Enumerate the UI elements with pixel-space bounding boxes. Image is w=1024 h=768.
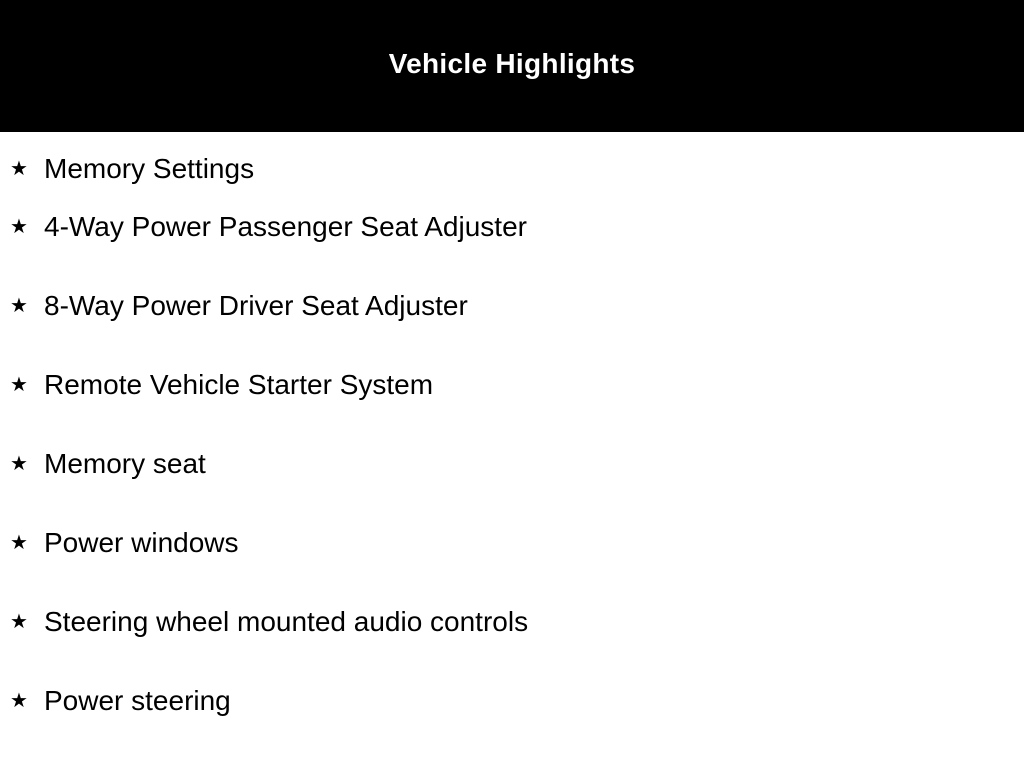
list-item-label: 8-Way Power Driver Seat Adjuster: [44, 290, 468, 321]
highlights-list: [0, 132, 1024, 764]
star-icon: ★: [10, 158, 28, 180]
page-header: [0, 0, 1024, 132]
list-item-label: 4-Way Power Passenger Seat Adjuster: [44, 211, 527, 242]
list-item: [0, 132, 1024, 211]
list-item-label: Steering wheel mounted audio controls: [44, 606, 529, 637]
star-icon: ★: [10, 453, 28, 475]
list-item: [0, 448, 1024, 527]
star-icon: ★: [10, 295, 28, 317]
star-icon: ★: [10, 532, 28, 554]
star-icon: ★: [10, 611, 28, 633]
list-item: [0, 369, 1024, 448]
list-item: [0, 606, 1024, 685]
list-item: [0, 527, 1024, 606]
list-item: [0, 290, 1024, 369]
list-item-label: Memory seat: [44, 448, 206, 479]
list-item-label: Power steering: [44, 685, 231, 716]
list-item-label: Remote Vehicle Starter System: [44, 369, 434, 400]
page-title: Vehicle Highlights: [388, 48, 636, 79]
list-item-label: Memory Settings: [44, 153, 255, 184]
star-icon: ★: [10, 216, 28, 238]
list-item: [0, 685, 1024, 764]
list-item-label: Power windows: [44, 527, 239, 558]
star-icon: ★: [10, 374, 28, 396]
list-item: [0, 211, 1024, 290]
star-icon: ★: [10, 690, 28, 712]
